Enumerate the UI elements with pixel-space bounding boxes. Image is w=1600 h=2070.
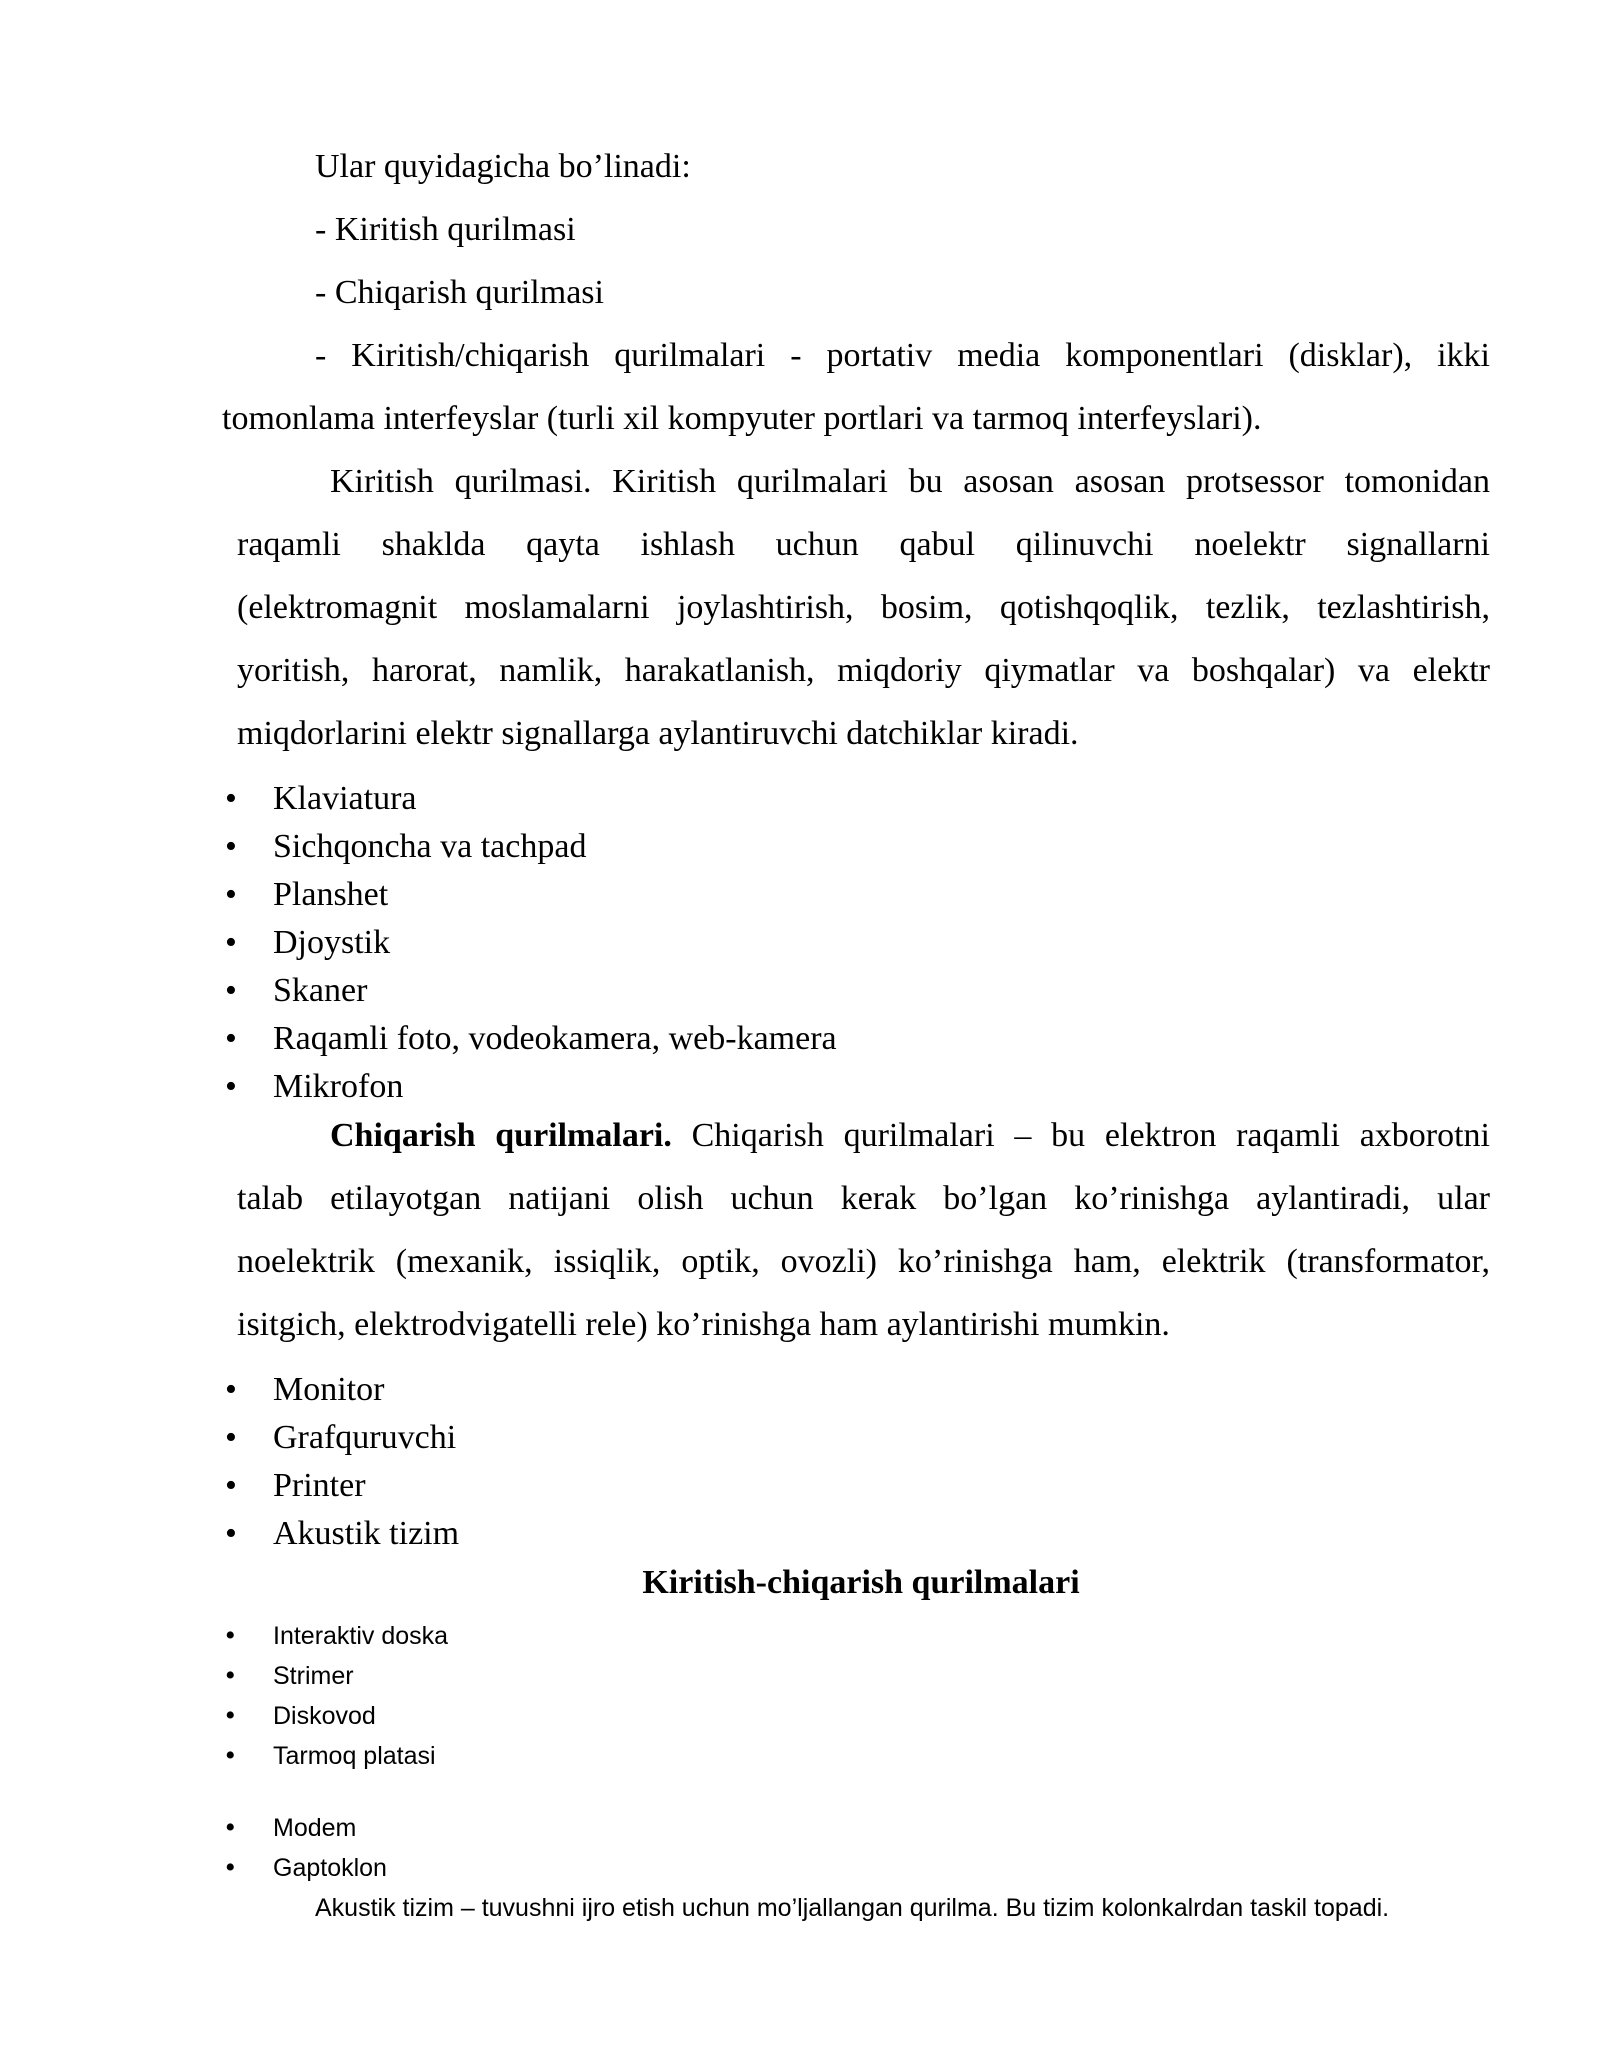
bullet-icon: • <box>225 1619 236 1652</box>
bullet-icon: • <box>225 780 237 817</box>
list-item-label: Gaptoklon <box>273 1854 387 1882</box>
input-paragraph-line-5: miqdorlarini elektr signallarga aylantiruvchi datchiklar kiradi. <box>237 715 1079 752</box>
bullet-icon: • <box>225 1020 237 1057</box>
list-item-label: Raqamli foto, vodeokamera, web-kamera <box>273 1020 837 1057</box>
bullet-icon: • <box>225 1467 237 1504</box>
io-section-heading: Kiritish-chiqarish qurilmalari <box>642 1564 1080 1601</box>
list-item-label: Klaviatura <box>273 780 417 817</box>
intro-line-3: - Chiqarish qurilmasi <box>315 274 604 311</box>
list-item-label: Skaner <box>273 972 368 1009</box>
list-item-label: Modem <box>273 1814 357 1842</box>
output-paragraph-line-1-text: Chiqarish qurilmalari – bu elektron raqamli axborotni <box>671 1117 1490 1154</box>
list-item-label: Monitor <box>273 1371 385 1408</box>
bullet-icon: • <box>225 1699 236 1732</box>
output-paragraph-line-2: talab etilayotgan natijani olish uchun kerak bo’lgan ko’rinishga aylantiradi, ular <box>237 1180 1490 1217</box>
list-item-label: Interaktiv doska <box>273 1622 449 1650</box>
list-item-label: Planshet <box>273 876 389 913</box>
list-item-label: Grafquruvchi <box>273 1419 457 1456</box>
bullet-icon: • <box>225 1068 237 1105</box>
output-paragraph-line-4: isitgich, elektrodvigatelli rele) ko’rinishga ham aylantirishi mumkin. <box>237 1306 1170 1343</box>
list-item-label: Tarmoq platasi <box>273 1742 436 1770</box>
bullet-icon: • <box>225 876 237 913</box>
bullet-icon: • <box>225 1659 236 1692</box>
intro-line-4a: - Kiritish/chiqarish qurilmalari - portativ media komponentlari (disklar), ikki <box>315 337 1490 374</box>
output-heading: Chiqarish qurilmalari. <box>330 1117 672 1154</box>
acoustic-system-note: Akustik tizim – tuvushni ijro etish uchun mo’ljallangan qurilma. Bu tizim kolonkalrdan taskil topadi. <box>315 1894 1390 1922</box>
intro-line-4b: tomonlama interfeyslar (turli xil kompyuter portlari va tarmoq interfeyslari). <box>222 400 1262 437</box>
bullet-icon: • <box>225 1739 236 1772</box>
list-item-label: Printer <box>273 1467 366 1504</box>
bullet-icon: • <box>225 828 237 865</box>
list-item-label: Akustik tizim <box>273 1515 460 1552</box>
list-item-label: Djoystik <box>273 924 391 961</box>
input-paragraph-line-1: Kiritish qurilmasi. Kiritish qurilmalari bu asosan asosan protsessor tomonidan <box>330 463 1490 500</box>
intro-line-2: - Kiritish qurilmasi <box>315 211 576 248</box>
bullet-icon: • <box>225 1851 236 1884</box>
input-paragraph-line-3: (elektromagnit moslamalarni joylashtirish, bosim, qotishqoqlik, tezlik, tezlashtirish, <box>237 589 1490 626</box>
output-paragraph-line-1 <box>330 1117 1490 1155</box>
intro-line-1: Ular quyidagicha bo’linadi: <box>315 148 691 185</box>
bullet-icon: • <box>225 924 237 961</box>
bullet-icon: • <box>225 972 237 1009</box>
bullet-icon: • <box>225 1371 237 1408</box>
input-paragraph-line-2: raqamli shaklda qayta ishlash uchun qabul qilinuvchi noelektr signallarni <box>237 526 1490 563</box>
list-item-label: Diskovod <box>273 1702 376 1730</box>
bullet-icon: • <box>225 1515 237 1552</box>
output-paragraph-line-3: noelektrik (mexanik, issiqlik, optik, ovozli) ko’rinishga ham, elektrik (transformator, <box>237 1243 1490 1280</box>
list-item-label: Strimer <box>273 1662 354 1690</box>
input-paragraph-line-4: yoritish, harorat, namlik, harakatlanish, miqdoriy qiymatlar va boshqalar) va elektr <box>237 652 1490 689</box>
bullet-icon: • <box>225 1811 236 1844</box>
list-item-label: Sichqoncha va tachpad <box>273 828 587 865</box>
list-item-label: Mikrofon <box>273 1068 404 1105</box>
bullet-icon: • <box>225 1419 237 1456</box>
